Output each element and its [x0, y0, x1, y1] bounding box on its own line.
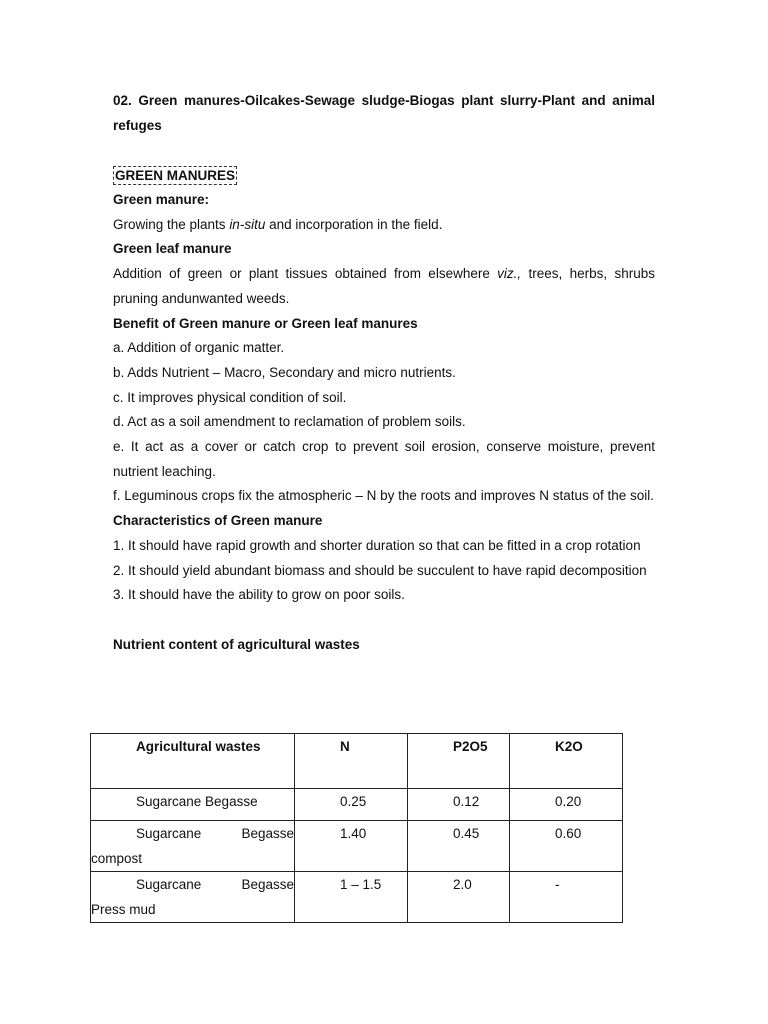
header-agricultural-wastes: Agricultural wastes: [91, 734, 295, 789]
spacer: [113, 608, 655, 633]
benefit-item: d. Act as a soil amendment to reclamation of problem soils.: [113, 414, 466, 430]
green-leaf-manure-definition: [113, 262, 655, 311]
cell-k2o: 0.20: [510, 789, 623, 821]
benefit-item: a. Addition of organic matter.: [113, 340, 285, 356]
document-body: [113, 88, 655, 658]
green-manure-text-1: Growing the plants: [113, 216, 230, 232]
green-manure-italic: in-situ: [229, 216, 266, 232]
nutrient-heading: Nutrient content of agricultural wastes: [113, 636, 360, 652]
waste-word-1: Sugarcane: [136, 826, 202, 841]
document-title: 02. Green manures-Oilcakes-Sewage sludge-Biogas plant slurry-Plant and animal refuges: [113, 93, 655, 133]
benefit-item: b. Adds Nutrient – Macro, Secondary and micro nutrients.: [113, 364, 456, 380]
benefit-item: f. Leguminous crops fix the atmospheric – N by the roots and improves N status of the soil.: [113, 488, 655, 504]
table-row: [91, 872, 623, 923]
benefit-item: e. It act as a cover or catch crop to prevent soil erosion, conserve moisture, prevent nutrient leaching.: [113, 439, 655, 479]
characteristics-heading: Characteristics of Green manure: [113, 513, 323, 529]
header-p2o5: P2O5: [408, 734, 510, 789]
waste-word-1: Sugarcane: [136, 877, 202, 892]
waste-word-3: compost: [91, 850, 143, 866]
benefit-item: c. It improves physical condition of soil.: [113, 389, 347, 405]
waste-word-3: Press mud: [91, 901, 156, 917]
green-manure-text-2: and incorporation in the field.: [265, 216, 443, 232]
cell-n: 1.40: [295, 821, 408, 872]
table-row: [91, 789, 623, 821]
section-heading: GREEN MANURES: [115, 168, 236, 183]
cell-waste: [91, 872, 295, 923]
nutrient-table: [90, 733, 623, 923]
green-leaf-manure-heading: Green leaf manure: [113, 241, 232, 257]
benefits-heading: Benefit of Green manure or Green leaf manures: [113, 315, 418, 331]
waste-word-2: Begasse: [241, 826, 294, 841]
green-manure-heading: Green manure:: [113, 192, 210, 207]
cell-p2o5: 0.12: [408, 789, 510, 821]
green-leaf-text-1: Addition of green or plant tissues obtained from elsewhere: [113, 266, 498, 282]
characteristic-item: 3. It should have the ability to grow on poor soils.: [113, 587, 405, 603]
header-n: N: [295, 734, 408, 789]
table-row: [91, 821, 623, 872]
waste-word-2: Begasse: [241, 877, 294, 892]
green-leaf-text-2: trees, herbs, shrubs pruning andunwanted weeds.: [113, 266, 655, 306]
cell-n: 1 – 1.5: [295, 872, 408, 923]
spacer: [113, 138, 655, 163]
cell-p2o5: 0.45: [408, 821, 510, 872]
cell-n: 0.25: [295, 789, 408, 821]
characteristic-item: 1. It should have rapid growth and shorter duration so that can be fitted in a crop rotation: [113, 537, 641, 553]
section-heading-wrap: [113, 163, 655, 188]
nutrient-table-wrap: [90, 733, 623, 923]
cell-p2o5: 2.0: [408, 872, 510, 923]
characteristic-item: 2. It should yield abundant biomass and should be succulent to have rapid decomposition: [113, 562, 647, 578]
cell-waste: Sugarcane Begasse: [91, 789, 295, 821]
header-k2o: K2O: [510, 734, 623, 789]
cell-waste: [91, 821, 295, 872]
cell-k2o: 0.60: [510, 821, 623, 872]
green-manure-definition: [113, 213, 655, 238]
table-header-row: [91, 734, 623, 789]
cell-k2o: -: [510, 872, 623, 923]
green-leaf-italic: viz.,: [497, 266, 522, 282]
